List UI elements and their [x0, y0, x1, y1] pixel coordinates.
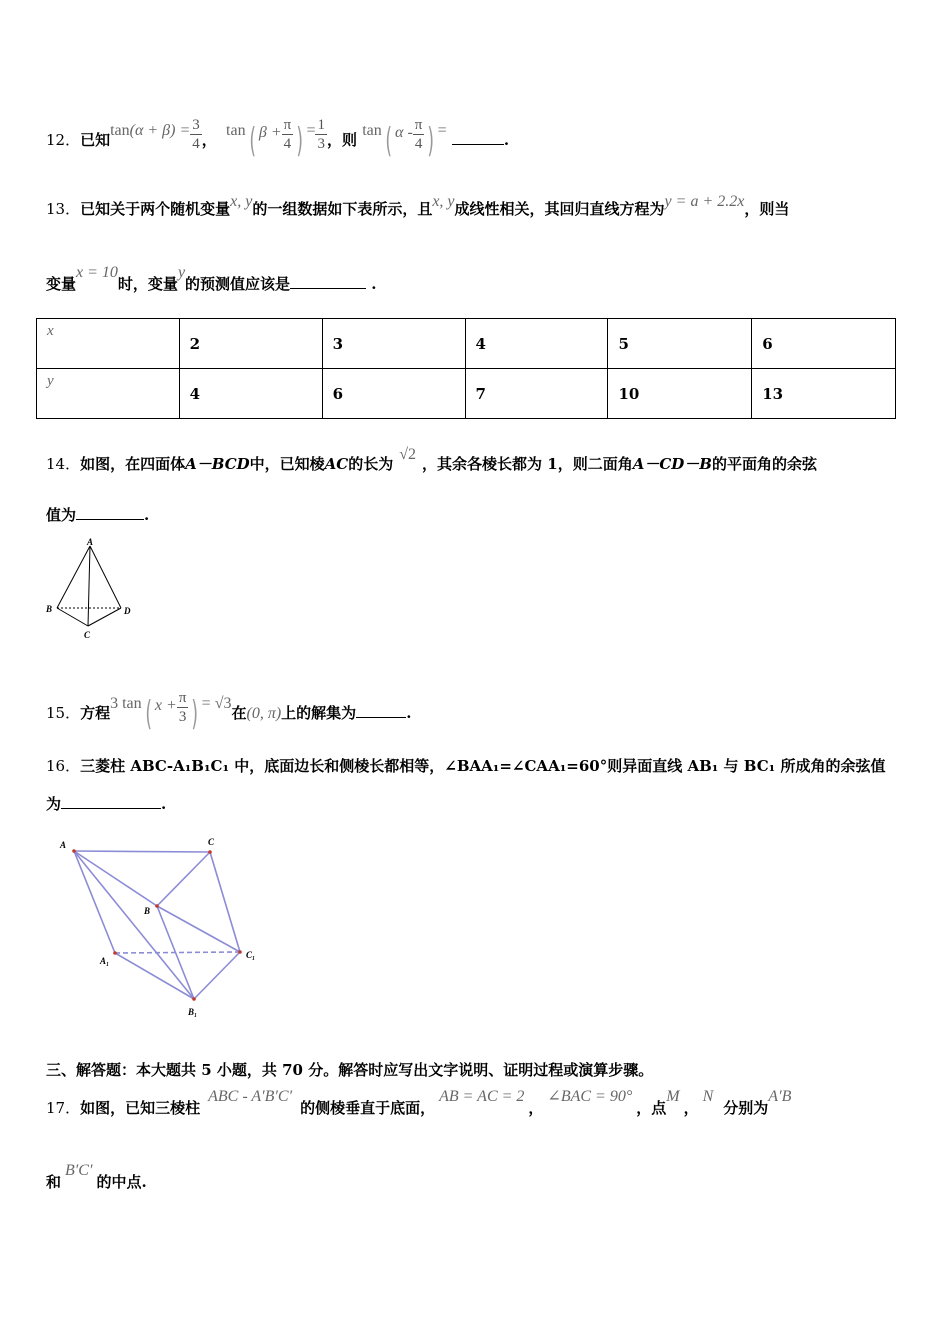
table-cell: 6 [752, 319, 896, 369]
label-c: C [208, 837, 215, 847]
regression-equation: y = a + 2.2x [664, 193, 745, 210]
question-number: 12． [46, 131, 81, 149]
table-cell: 10 [608, 369, 752, 419]
label-b1: B₁ [188, 1007, 198, 1017]
answer-blank[interactable] [356, 703, 406, 718]
data-table [36, 318, 896, 419]
table-cell: 2 [179, 319, 322, 369]
label-c: C [84, 630, 91, 640]
table-cell: 3 [322, 319, 465, 369]
section-3-title: 三、解答题：本大题共 5 小题，共 70 分。解答时应写出文字说明、证明过程或演算步骤。 [46, 1061, 654, 1079]
table-cell: 6 [322, 369, 465, 419]
edge-ac [88, 546, 90, 626]
math-expr: (α + β) = [129, 122, 191, 139]
answer-blank[interactable] [61, 794, 161, 809]
label-b: B [144, 906, 151, 916]
question-text: 已知 [80, 131, 111, 149]
edge-bc [57, 608, 88, 626]
fraction-pi-3: $\frac{\pi}{3}$ [178, 689, 187, 725]
question-number: 16． [46, 757, 81, 775]
edge-ad [90, 546, 121, 608]
question-17-line2: 和B′C′的中点. [46, 1162, 147, 1191]
question-16-line1: 16．三菱柱 ABC-A₁B₁C₁ 中，底面边长和侧棱长都相等，∠BAA₁=∠CAA₁=60°则异面直线 AB₁ 与 BC₁ 所成角的余弦值 [46, 757, 886, 775]
math-tan: tan [226, 122, 246, 139]
label-a: A [87, 537, 94, 547]
label-d: D [124, 606, 131, 616]
prism-figure [50, 834, 274, 1024]
question-number: 17． [46, 1099, 81, 1117]
table-cell: 4 [465, 319, 608, 369]
table-header-y: y [37, 369, 180, 419]
answer-blank[interactable] [290, 274, 366, 289]
question-14-line1: 14．如图，在四面体A－BCD中，已知棱AC的长为√2，其余各棱长都为 1，则二面角A－CD－B的平面角的余弦 [46, 446, 817, 473]
label-b: B [46, 604, 53, 614]
table-cell: 4 [179, 369, 322, 419]
math-tan: tan [362, 122, 382, 139]
fraction-3-4: $\frac{3}{4}$ [192, 116, 200, 152]
fraction-pi-4: $\frac{\pi}{4}$ [283, 116, 292, 152]
table-header-x: x [37, 319, 180, 369]
question-17-line1: 17．如图，已知三棱柱ABC - A′B′C′的侧棱垂直于底面，AB = AC = 2，∠BAC = 90°，点M，N分别为A′B [46, 1088, 792, 1117]
answer-blank[interactable] [452, 130, 504, 145]
question-number: 15． [46, 704, 81, 722]
table-cell: 7 [465, 369, 608, 419]
question-14-line2: 值为 . [46, 506, 150, 524]
fraction-pi-4: $\frac{\pi}{4}$ [414, 116, 423, 152]
math-tan: tan [110, 122, 130, 139]
label-a: A [60, 840, 67, 850]
fraction-1-3: $\frac{1}{3}$ [317, 116, 325, 152]
table-cell: 5 [608, 319, 752, 369]
question-13-line2: 变量x = 10时，变量y的预测值应该是 . [46, 264, 377, 293]
table-row [37, 369, 896, 419]
question-12: 12．已知tan(α + β) = $\frac{3}{4}$ ， tan( β + $\frac{\pi}{4}$ ) = $\frac{1}{3}$ ，则 tan( α - $\frac{\pi}{4}$ ) = . [46, 116, 510, 161]
edge-cd [88, 608, 121, 626]
tetrahedron-figure [44, 536, 136, 642]
table-row [37, 319, 896, 369]
question-number: 14． [46, 455, 81, 473]
edge-ab [57, 546, 90, 608]
question-number: 13． [46, 200, 81, 218]
label-a1: A₁ [100, 956, 110, 966]
question-15: 15．方程3 tan( x + $\frac{\pi}{3}$ ) = √3在(0, π)上的解集为 . [46, 689, 412, 734]
label-c1: C₁ [246, 950, 256, 960]
question-16-line2: 为 . [46, 795, 167, 813]
paren-left: ( [248, 121, 256, 161]
answer-blank[interactable] [76, 505, 144, 520]
table-cell: 13 [752, 369, 896, 419]
question-13-line1: 13．已知关于两个随机变量x, y的一组数据如下表所示，且x, y成线性相关，其回归直线方程为y = a + 2.2x，则当 [46, 193, 790, 218]
